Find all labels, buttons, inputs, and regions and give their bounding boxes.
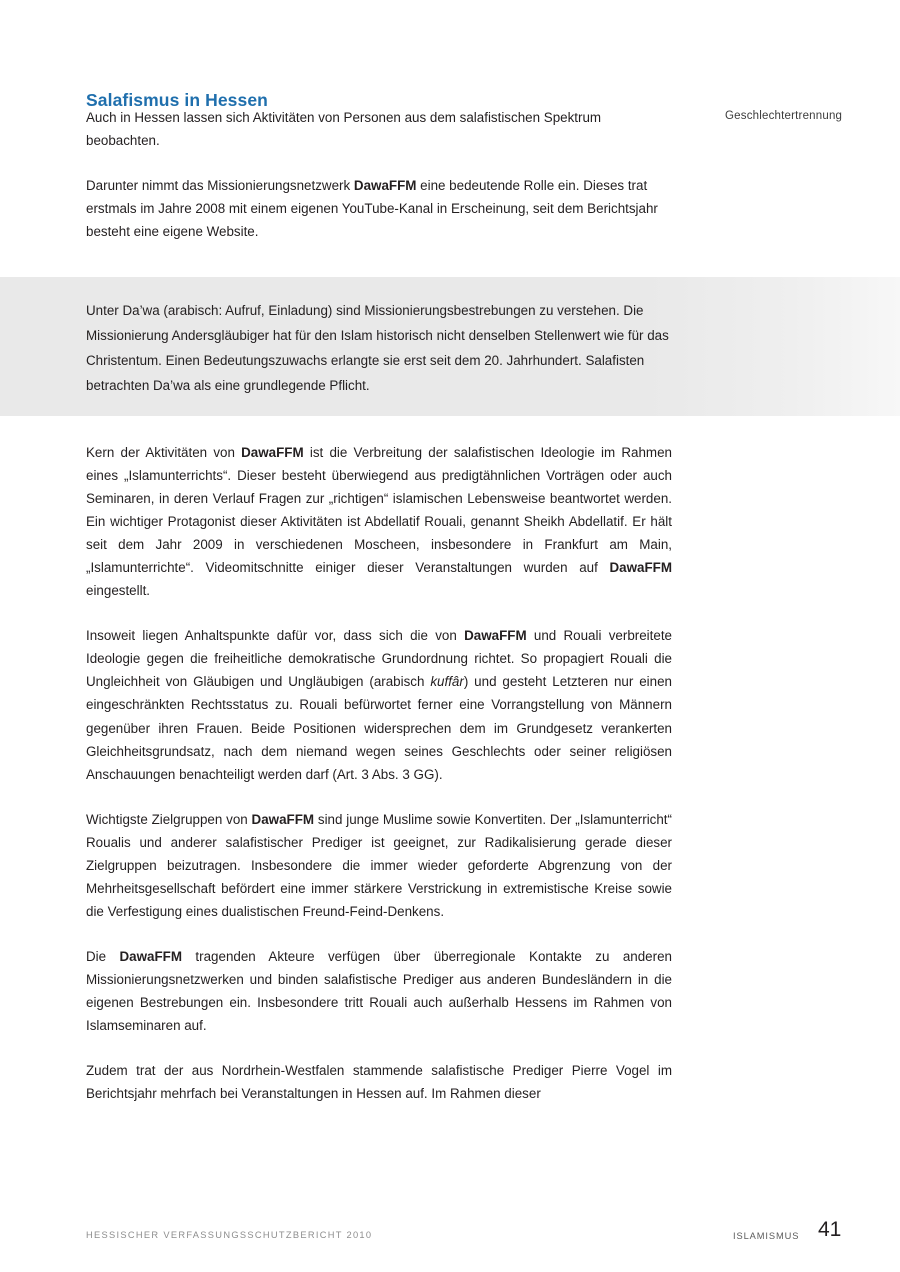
body-column-bottom [86,441,672,1105]
paragraph-anhaltspunkte: Insoweit liegen Anhaltspunkte dafür vor, dass sich die von DawaFFM und Rouali verbreitete Ideologie gegen die freiheitliche demokratische Grundordnung richtet. So propagiert Rouali die Ungleichheit von Gläubigen und Ungläubigen (arabisch kuffâr) und gesteht Letzteren nur einen eingeschränkten Rechtsstatus zu. Rouali befürwortet ferner eine Vorrangstellung von Männern gegenüber ihren Frauen. Beide Positionen widersprechen dem im Grundgesetz verankerten Gleichheitsgrundsatz, nach dem niemand wegen seines Geschlechts oder seiner religiösen Anschauungen benachteiligt werden darf (Art. 3 Abs. 3 GG). [86,628,672,782]
paragraph-dawaffm-intro: Darunter nimmt das Missionierungsnetzwerk DawaFFM eine bedeutende Rolle ein. Dieses trat erstmals im Jahre 2008 mit einem eigenen YouTube-Kanal in Erscheinung, seit dem Berichtsjahr besteht eine eigene Website. [86,178,658,240]
paragraph-akteure: Die DawaFFM tragenden Akteure verfügen über überregionale Kontakte zu anderen Missionierungsnetzwerken und binden salafistische Prediger aus anderen Bundesländern in die eigenen Bestrebungen ein. Insbesondere tritt Rouali auch außerhalb Hessens im Rahmen von Islamseminaren auf. [86,948,672,1034]
page-title: Salafismus in Hessen [86,89,268,110]
margin-note-geschlechtertrennung: Geschlechtertrennung [725,110,843,122]
paragraph-zielgruppen: Wichtigste Zielgruppen von DawaFFM sind junge Muslime sowie Konvertiten. Der „Islamunterricht“ Roualis und anderer salafistischer Prediger ist geeignet, zur Radikalisierung gerade dieser Zielgruppen beizutragen. Insbesondere die immer wieder geforderte Abgrenzung von der Mehrheitsgesellschaft befördert eine immer stärkere Verstrickung in extremistische Kreise sowie die Verfestigung eines dualistischen Freund-Feind-Denkens. [86,811,672,919]
footer-section-label: ISLAMISMUS [733,1231,800,1241]
footer-page-number: 41 [818,1218,842,1241]
paragraph-kern-aktivitaeten: Kern der Aktivitäten von DawaFFM ist die Verbreitung der salafistischen Ideologie im Rahmen eines „Islamunterrichts“. Dieser besteht überwiegend aus predigtähnlichen Vorträgen oder auch Seminaren, in deren Verlauf Fragen zur „richtigen“ islamischen Lebensweise beantwortet werden. Ein wichtiger Protagonist dieser Aktivitäten ist Abdellatif Rouali, genannt Sheikh Abdellatif. Er hält seit dem Jahr 2009 in verschiedenen Moscheen, insbesondere in Frankfurt am Main, „Islamunterrichte“. Videomitschnitte einiger dieser Veranstaltungen wurden auf DawaFFM eingestellt. [86,445,672,599]
footer-divider [0,1208,900,1209]
body-column-top [86,106,672,243]
definition-text: Unter Da’wa (arabisch: Aufruf, Einladung) sind Missionierungsbestrebungen zu verstehen. Die Missionierung Andersgläubiger hat für den Islam historisch nicht denselben Stellenwert wie für das Christentum. Einen Bedeutungszuwachs erlangte sie erst seit dem 20. Jahrhundert. Salafisten betrachten Da’wa als eine grundlegende Pflicht. [86,303,669,393]
footer-report-title: HESSISCHER VERFASSUNGSSCHUTZBERICHT 2010 [86,1230,373,1240]
paragraph-intro: Auch in Hessen lassen sich Aktivitäten von Personen aus dem salafistischen Spektrum beobachten. [86,110,602,149]
paragraph-pierre-vogel: Zudem trat der aus Nordrhein-Westfalen stammende salafistische Prediger Pierre Vogel im Berichtsjahr mehrfach bei Veranstaltungen in Hessen auf. Im Rahmen dieser [86,1063,672,1102]
